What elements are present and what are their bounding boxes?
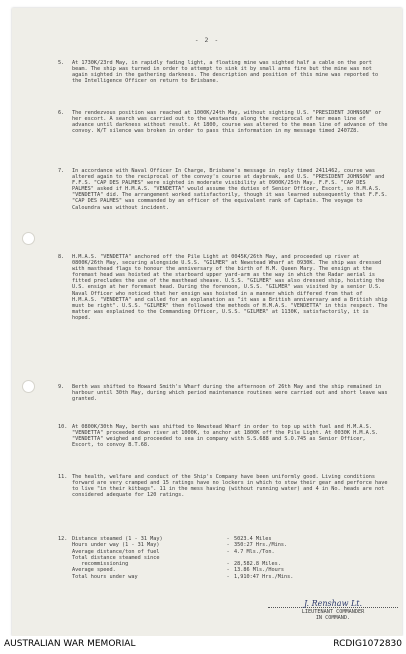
punch-hole — [22, 380, 35, 393]
paragraph-text: At 0800K/30th May, berth was shifted to Newstead Wharf in order to top up with fuel and H.M.A.S. "VENDETTA" proceeded down river at 1000K, to anchor at 1800K off the Pile Light. At 0030K H.M.A.S. "VENDETTA" weighed and proceeded to sea in company with S.S.688 and S.O.745 as Senior Officer, Escort, to convoy B.T.68. — [72, 424, 379, 449]
stat-label: Total distance steamed since — [72, 554, 160, 561]
paragraph-number: 12. — [58, 536, 68, 542]
paragraph-text: Berth was shifted to Howard Smith's Wharf during the afternoon of 26th May and the ship remained in harbour until 30th May, during which period maintenance routines were carried out and short leave was granted. — [72, 384, 388, 403]
document-page — [12, 8, 402, 636]
handwritten-signature: J. Renshaw Lt. — [268, 601, 398, 608]
paragraph-number: 11. — [58, 474, 68, 480]
table-row: recommissioning - 28,582.8 Miles. — [72, 561, 390, 567]
paragraph-10 — [58, 424, 390, 449]
stat-label: Average speed. — [72, 567, 116, 574]
paragraph-number: 6. — [58, 110, 65, 116]
paragraph-9 — [58, 384, 390, 403]
paragraph-7 — [58, 168, 390, 211]
paragraph-text: At 1730K/23rd May, in rapidly fading light, a floating mine was sighted half a cable on the port beam. The ship was turned in order to attempt to sink it by small arms fire but the mine was not again sighted in the gathering darkness. The description and position of this mine was reported to the Intelligence Officer on return to Brisbane. — [72, 60, 379, 85]
table-row: Average distance/ton of fuel - 4.7 Mls./Ton. — [72, 549, 390, 555]
paragraph-text: In accordance with Naval Officer In Charge, Brisbane's message in reply timed 2411462, course was altered again to the reciprocal of the convoy's course at daybreak, and U.S. "PRESIDENT JOHNSON" and F.F.S. "CAP DES PALMES" were sighted in moderate visibility at 0900K/25th May. F.F.S. "CAP DES PALMES" asked if H.M.A.S. "VENDETTA" would assume the duties of Senior Officer, Escort, so H.M.A.S. "VENDETTA" did. The arrangement worked satisfactorily, though it was learned subsequently that F.F.S. "CAP DES PALMES" was commanded by an officer of the equivalent rank of Captain. The voyage to Caloundra was without incident. — [72, 168, 388, 211]
paragraph-number: 5. — [58, 60, 65, 66]
signatory-role: IN COMMAND. — [315, 615, 351, 622]
paragraph-number: 10. — [58, 424, 68, 430]
paragraph-number: 7. — [58, 168, 65, 174]
archive-reference: RCDIG1072830 — [333, 639, 402, 649]
stat-value: 350:27 Hrs./Mins. — [234, 542, 288, 549]
stat-label: Total hours under way — [72, 573, 138, 580]
paragraph-6 — [58, 110, 390, 135]
signature-block — [268, 601, 398, 622]
signatory-rank: LIEUTENANT COMMANDER — [301, 609, 365, 616]
stat-value: 4.7 Mls./Ton. — [234, 548, 275, 555]
punch-hole — [22, 232, 35, 245]
paragraph-5 — [58, 60, 390, 85]
paragraph-number: 9. — [58, 384, 65, 390]
page-number: - 2 - — [194, 36, 220, 44]
table-row: Hours under way (1 - 31 May) - 350:27 Hrs./Mins. — [72, 542, 390, 548]
table-row: Total hours under way - 1,910:47 Hrs./Mins. — [72, 574, 390, 580]
paragraph-8 — [58, 254, 390, 321]
stat-value: 5023.4 Miles — [234, 536, 272, 542]
paragraph-text: The health, welfare and conduct of the Ship's Company have been uniformly good. Living conditions forward are very cramped and 15 ratings have no lockers in which to stow their gear and perforce have to live "in their kitbags". 11 in the mess having (without running water) and 4 in No. heads are not considered adequate for 120 ratings. — [72, 474, 388, 499]
paragraph-number: 8. — [58, 254, 65, 260]
stat-value: 1,910:47 Hrs./Mins. — [234, 573, 294, 580]
stat-value: 28,582.8 Miles. — [234, 561, 281, 568]
stat-label: Distance steamed (1 - 31 May) — [72, 536, 163, 542]
stat-label: recommissioning — [72, 561, 129, 568]
voyage-statistics-table — [72, 536, 390, 580]
paragraph-text: H.M.A.S. "VENDETTA" anchored off the Pile Light at 0045K/26th May, and proceeded up river at 0800K/26th May, securing alongside U.S.S. "GILMER" at Newstead Wharf at 0930K. The ship was dressed with masthead flags to honour the anniversary of the birth of H.M. Queen Mary. The ensign at the foremast head was hoisted at the starboard upper yard-arm as the way in which the Radar aerial is fitted precludes the use of the masthead sheave. U.S.S. "GILMER" was also dressed ship, hoisting the U.S. ensign at her foremast head. During the forenoon, U.S.S. "GILMER" was visited by a senior U.S. Naval Officer who noticed that her ensign was hoisted in a manner which differed from that of H.M.A.S. "VENDETTA" and called for an explanation as "it was a British anniversary and a British ship must be right". U.S.S. "GILMER" then followed the methods of H.M.A.S. "VENDETTA" in this respect. The matter was explained to the Commanding Officer, U.S.S. "GILMER" at 1130K, satisfactorily, it is hoped. — [72, 254, 388, 321]
table-row: Distance steamed (1 - 31 May) - 5023.4 Miles — [72, 536, 390, 542]
paragraph-text: The rendezvous position was reached at 1000K/24th May, without sighting U.S. "PRESIDENT JOHNSON" or her escort. A search was carried out to the westwards along the reciprocal of her mean line of advance until darkness without result. At 1800, course was altered to the mean line of advance of the convoy. W/T silence was broken in order to pass this information in my message timed 2407Z8. — [72, 110, 388, 135]
stat-label: Hours under way (1 - 31 May) — [72, 542, 160, 549]
stat-value: 13.86 Mls./Hours — [234, 567, 284, 574]
paragraph-11 — [58, 474, 390, 499]
archive-name: AUSTRALIAN WAR MEMORIAL — [4, 639, 136, 649]
archive-footer — [0, 636, 406, 654]
stat-label: Average distance/ton of fuel — [72, 548, 160, 555]
table-row: Average speed. - 13.86 Mls./Hours — [72, 567, 390, 573]
